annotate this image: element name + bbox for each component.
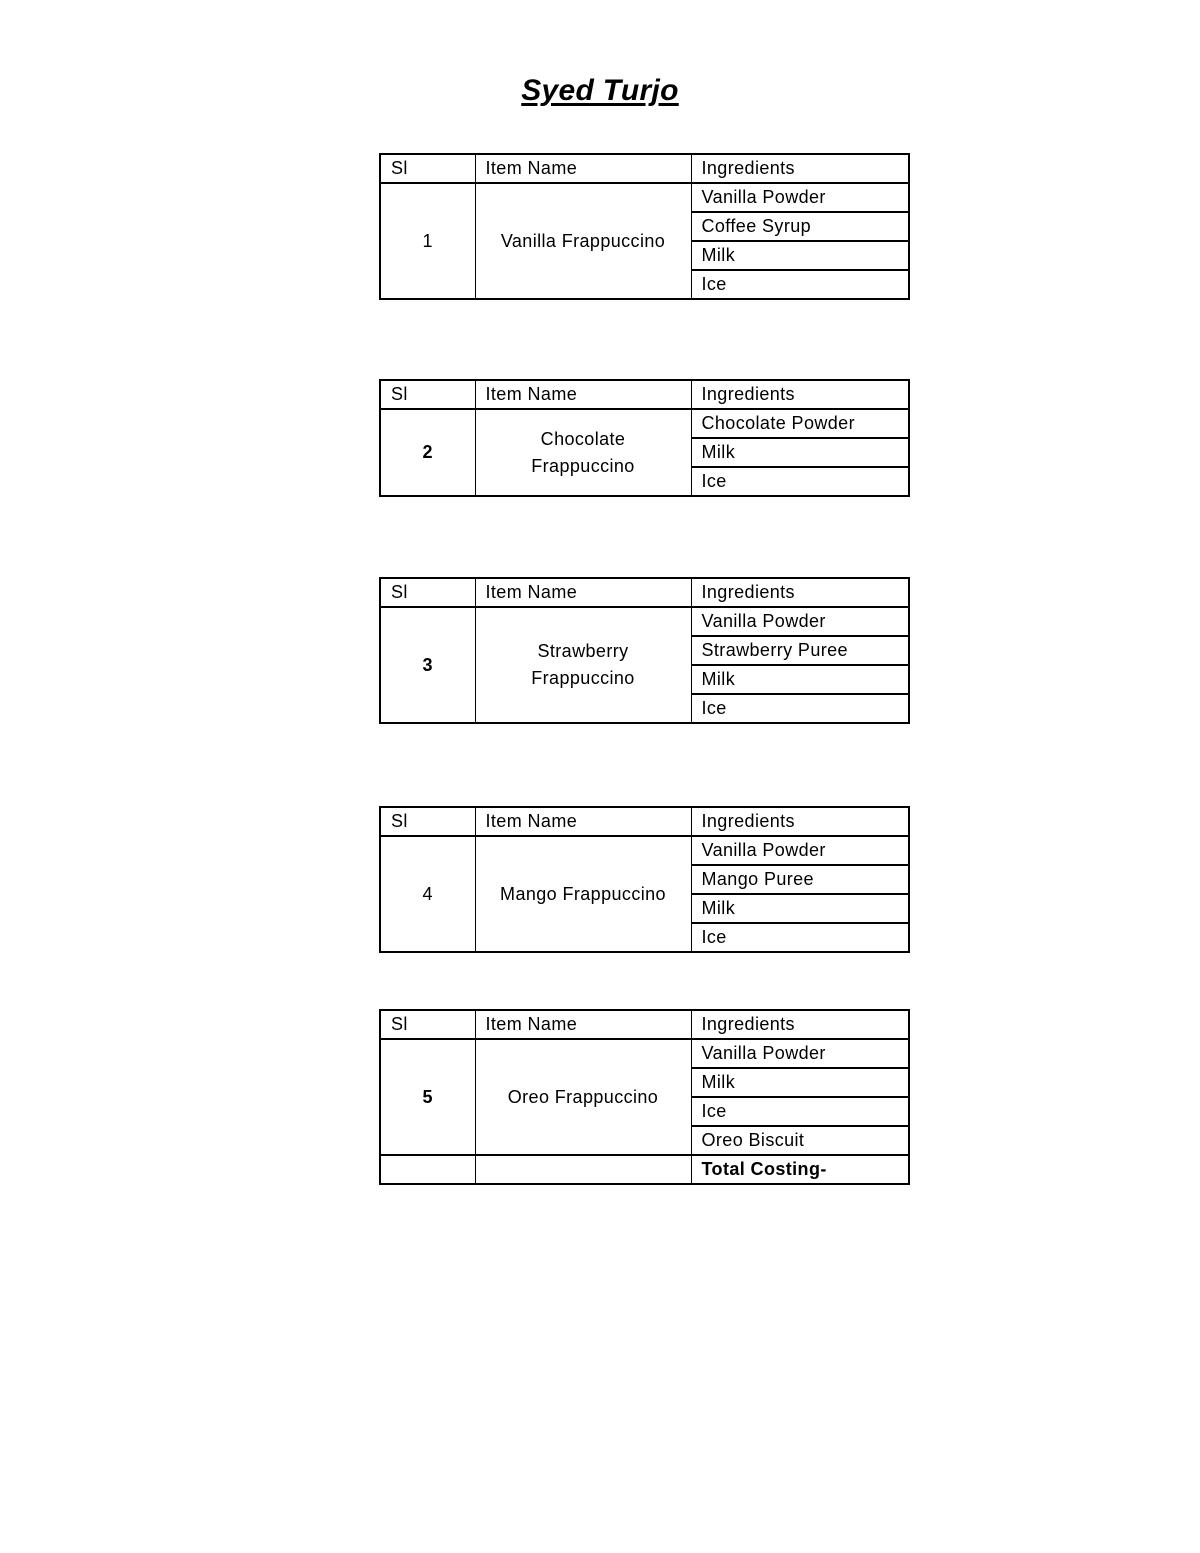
recipe-table-5	[379, 1009, 910, 1185]
item-name-cell: Vanilla Frappuccino	[475, 183, 691, 299]
ingredient-cell: Vanilla Powder	[691, 836, 909, 865]
sl-header: Sl	[380, 380, 475, 409]
total-row	[380, 1155, 909, 1184]
ingredient-cell: Milk	[691, 241, 909, 270]
item-name-cell: Oreo Frappuccino	[475, 1039, 691, 1155]
ingredient-cell: Oreo Biscuit	[691, 1126, 909, 1155]
ingredient-cell: Ice	[691, 467, 909, 496]
ingredient-cell: Vanilla Powder	[691, 183, 909, 212]
sl-cell: 1	[380, 183, 475, 299]
total-costing-label: Total Costing-	[691, 1155, 909, 1184]
ingredient-cell: Milk	[691, 894, 909, 923]
sl-cell: 2	[380, 409, 475, 496]
item-name-header: Item Name	[475, 1010, 691, 1039]
sl-header: Sl	[380, 807, 475, 836]
recipe-table-4	[379, 806, 910, 953]
table-row	[380, 836, 909, 865]
ingredient-cell: Ice	[691, 694, 909, 723]
ingredients-header: Ingredients	[691, 578, 909, 607]
recipe-table-2	[379, 379, 910, 497]
sl-cell: 3	[380, 607, 475, 723]
ingredient-cell: Strawberry Puree	[691, 636, 909, 665]
ingredient-cell: Milk	[691, 438, 909, 467]
ingredient-cell: Vanilla Powder	[691, 607, 909, 636]
document-title: Syed Turjo	[521, 74, 679, 107]
total-empty-cell	[380, 1155, 475, 1184]
item-name-header: Item Name	[475, 807, 691, 836]
item-name-header: Item Name	[475, 578, 691, 607]
ingredient-cell: Mango Puree	[691, 865, 909, 894]
item-name-cell: Chocolate Frappuccino	[475, 409, 691, 496]
sl-cell: 5	[380, 1039, 475, 1155]
ingredient-cell: Coffee Syrup	[691, 212, 909, 241]
item-name-header: Item Name	[475, 154, 691, 183]
ingredient-cell: Ice	[691, 270, 909, 299]
table-row	[380, 183, 909, 212]
table-header-row	[380, 578, 909, 607]
ingredient-cell: Milk	[691, 1068, 909, 1097]
ingredient-cell: Ice	[691, 1097, 909, 1126]
sl-header: Sl	[380, 1010, 475, 1039]
item-name-header: Item Name	[475, 380, 691, 409]
item-name-cell: Mango Frappuccino	[475, 836, 691, 952]
table-row	[380, 1039, 909, 1068]
total-empty-cell	[475, 1155, 691, 1184]
ingredient-cell: Ice	[691, 923, 909, 952]
ingredients-header: Ingredients	[691, 154, 909, 183]
table-row	[380, 409, 909, 438]
recipe-table-1	[379, 153, 910, 300]
sl-header: Sl	[380, 578, 475, 607]
table-header-row	[380, 154, 909, 183]
table-header-row	[380, 1010, 909, 1039]
ingredients-header: Ingredients	[691, 807, 909, 836]
table-header-row	[380, 807, 909, 836]
ingredient-cell: Milk	[691, 665, 909, 694]
sl-cell: 4	[380, 836, 475, 952]
table-row	[380, 607, 909, 636]
ingredient-cell: Vanilla Powder	[691, 1039, 909, 1068]
recipe-table-3	[379, 577, 910, 724]
item-name-cell: Strawberry Frappuccino	[475, 607, 691, 723]
ingredient-cell: Chocolate Powder	[691, 409, 909, 438]
ingredients-header: Ingredients	[691, 1010, 909, 1039]
ingredients-header: Ingredients	[691, 380, 909, 409]
sl-header: Sl	[380, 154, 475, 183]
table-header-row	[380, 380, 909, 409]
